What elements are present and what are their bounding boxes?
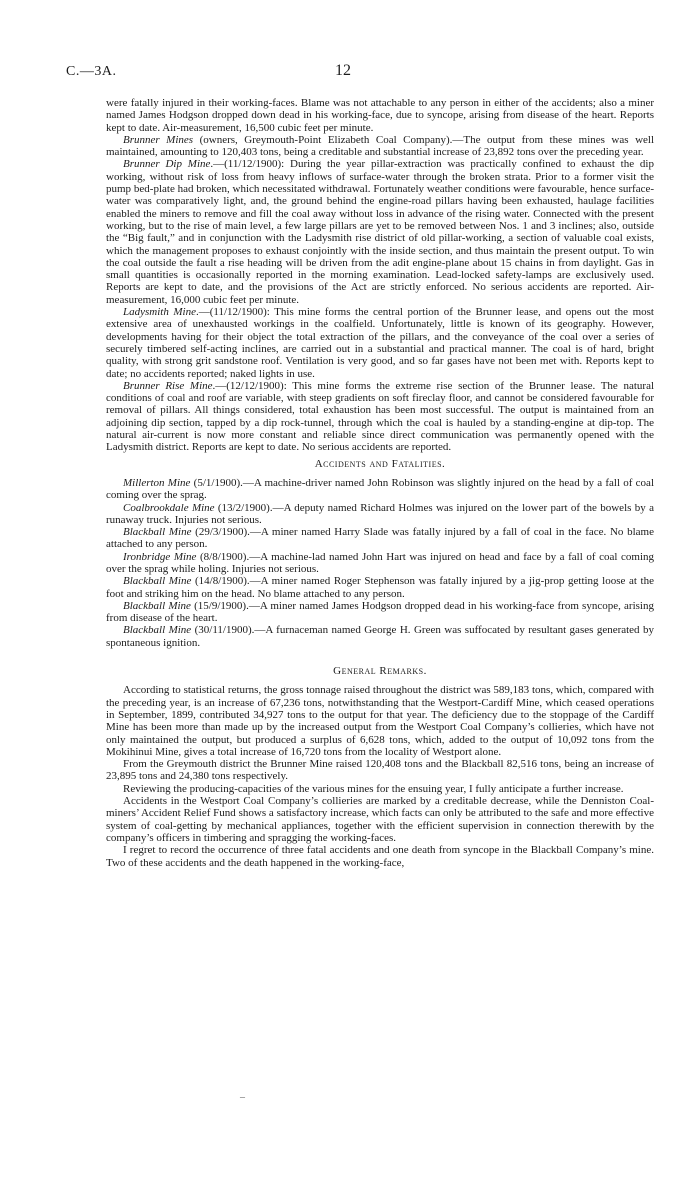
accident-entry [106, 600, 654, 625]
mine-paragraph [106, 134, 654, 159]
general-remarks-heading: General Remarks. [333, 665, 427, 678]
remarks-paragraph: From the Greymouth district the Brunner Mine raised 120,408 tons and the Blackball 82,516 tons, being an increase of 23,895 tons and 24,380 tons respectively. [106, 758, 654, 783]
accident-mine: Coalbrookdale Mine [123, 501, 215, 514]
footer-mark: – [240, 1092, 245, 1103]
accident-entry [106, 551, 654, 576]
running-header-code: C.—3A. [66, 64, 117, 79]
accident-mine: Ironbridge Mine [123, 550, 197, 563]
accident-mine: Millerton Mine [123, 476, 191, 489]
accident-text: (14/8/1900).—A miner named Roger Stephenson was fatally injured by a jig-prop getting loose at the foot and striking him on the head. No blame attached to any person. [106, 575, 654, 600]
accidents-heading: Accidents and Fatalities. [314, 457, 446, 470]
accident-text: (5/1/1900).—A machine-driver named John Robinson was slightly injured on the head by a fall of coal coming over the sprag. [106, 476, 654, 502]
continued-paragraph: were fatally injured in their working-faces. Blame was not attachable to any person in either of the accidents; also a miner named James Hodgson dropped down dead in his working-face, due to syncope, arising from disease of the heart. Reports kept to date. Air-measurement, 16,500 cubic feet per minute. [106, 97, 654, 134]
mine-paragraph [106, 380, 654, 454]
mine-text: .—(12/12/1900): This mine forms the extreme rise section of the Brunner lease. The natural conditions of coal and roof are variable, with steep gradients on soft fireclay floor, and cannot be considered favourable for removal of pillars. All things considered, total exhaustion has been most successful. The output is maintained from an adjoining dip section, tapped by a dip rock-tunnel, through which the coal is hauled by a standing-engine at dip-top. The natural air-current is now more constant and reliable since direct communication was permanently opened with the Ladysmith district. Reports are kept to date. No serious accidents are reported. [106, 379, 655, 454]
accident-text: (30/11/1900).—A furnaceman named George H. Green was suffocated by resultant gases generated by spontaneous ignition. [106, 624, 654, 649]
accident-entry [106, 624, 654, 649]
remarks-paragraph: According to statistical returns, the gross tonnage raised throughout the district was 589,183 tons, which, compared with the preceding year, is an increase of 67,236 tons, notwithstanding that the Westport-Cardiff Mine, which ceased operations in September, 1899, contributed 34,927 tons to the output for that year. The deficiency due to the stoppage of the Cardiff Mine has been more than made up by the increased output from the Westport Coal Company’s collieries, which have not only maintained the output, but produced a surplus of 6,628 tons, which, added to the output of 10,092 tons from the Mokihinui Mine, gives a total increase of 16,720 tons from the locality of Westport alone. [106, 684, 654, 758]
accident-text: (13/2/1900).—A deputy named Richard Holmes was injured on the lower part of the bowels by a runaway truck. Injuries not serious. [106, 501, 654, 526]
accident-entry [106, 526, 654, 551]
mine-name: Ladysmith Mine [123, 306, 196, 319]
accident-mine: Blackball Mine [123, 526, 192, 539]
accident-mine: Blackball Mine [123, 624, 192, 637]
mine-name: Brunner Mines [123, 133, 194, 146]
mine-paragraph [106, 158, 654, 306]
page-number: 12 [335, 62, 351, 79]
accident-text: (15/9/1900).—A miner named James Hodgson dropped dead in his working-face from syncope, arising from disease of the heart. [106, 599, 654, 625]
mine-text: (owners, Greymouth-Point Elizabeth Coal Company).—The output from these mines was well maintained, amounting to 120,403 tons, being a creditable and substantial increase of 23,892 tons over the preceding year. [106, 133, 655, 159]
accident-text: (8/8/1900).—A machine-lad named John Hart was injured on head and face by a fall of coal coming over the sprag while holing. Injuries not serious. [106, 550, 654, 575]
mine-text: .—(11/12/1900): This mine forms the central portion of the Brunner lease, and opens out the most extensive area of unexhausted workings in the coalfield. Unfortunately, little is known of its geography. However, developments having for their object the total extraction of the pillars, and the conveyance of the coal over a series of securely timbered self-acting inclines, are carried out in a substantial and practical manner. The coal is of hard, bright quality, with strong grit sandstone roof. Ventilation is very good, and so far gases have not been met with. Reports kept to date; no accidents reported; naked lights in use. [106, 306, 654, 380]
body-text [106, 97, 654, 869]
mine-paragraph [106, 306, 654, 380]
remarks-paragraph: Reviewing the producing-capacities of the various mines for the ensuing year, I fully anticipate a further increase. [123, 782, 624, 795]
accident-mine: Blackball Mine [123, 599, 191, 612]
remarks-paragraph: Accidents in the Westport Coal Company’s collieries are marked by a creditable decrease, while the Denniston Coal-miners’ Accident Relief Fund shows a satisfactory increase, which facts can only be attributed to the safe and more effective system of coal-getting by mechanical appliances, together with the efficient supervision in connection therewith by the company’s officers in timbering and spragging the working-faces. [106, 795, 654, 844]
mine-name: Brunner Dip Mine [123, 158, 211, 171]
mine-name: Brunner Rise Mine [123, 379, 213, 392]
accident-entry [106, 575, 654, 600]
accident-text: (29/3/1900).—A miner named Harry Slade was fatally injured by a fall of coal in the face. No blame attached to any person. [106, 526, 654, 551]
remarks-paragraph: I regret to record the occurrence of three fatal accidents and one death from syncope in the Blackball Company’s mine. Two of these accidents and the death happened in the working-face, [106, 844, 654, 869]
accident-mine: Blackball Mine [123, 575, 192, 588]
accident-entry [106, 502, 654, 527]
accident-entry [106, 477, 654, 502]
mine-text: .—(11/12/1900): During the year pillar-extraction was practically confined to exhaust the dip working, without risk of loss from heavy inflows of surface-water through the broken strata. Prior to a former visit the pump bed-plate had broken, which necessitated withdrawal. Fortunately weather conditions were favourable, hence surface-water was comparatively light, and, the ground behind the engine-road pillars having been exhausted, haulage facilities enabled the miners to remove and fill the coal away without loss in advance of the rising water. Connected with the present working, but to the rise of main level, a few large pillars are yet to be removed between Nos. 1 and 3 inclines; also, outside the “Big fault,” and in conjunction with the Ladysmith rise district of old pillar-working, a section of valuable coal exists, which the management proposes to exhaust conjointly with the inside section, and thus maintain the present output. To win the coal outside the fault a rise heading will be driven from the adit engine-plane about 15 chains in from daylight. Gas in small quantities is occasionally reported in the morning examination. Lead-locked safety-lamps are exclusively used. Reports are kept to date, and the provisions of the Act are strictly enforced. No serious accidents are reported. Air-measurement, 16,000 cubic feet per minute. [106, 158, 654, 306]
